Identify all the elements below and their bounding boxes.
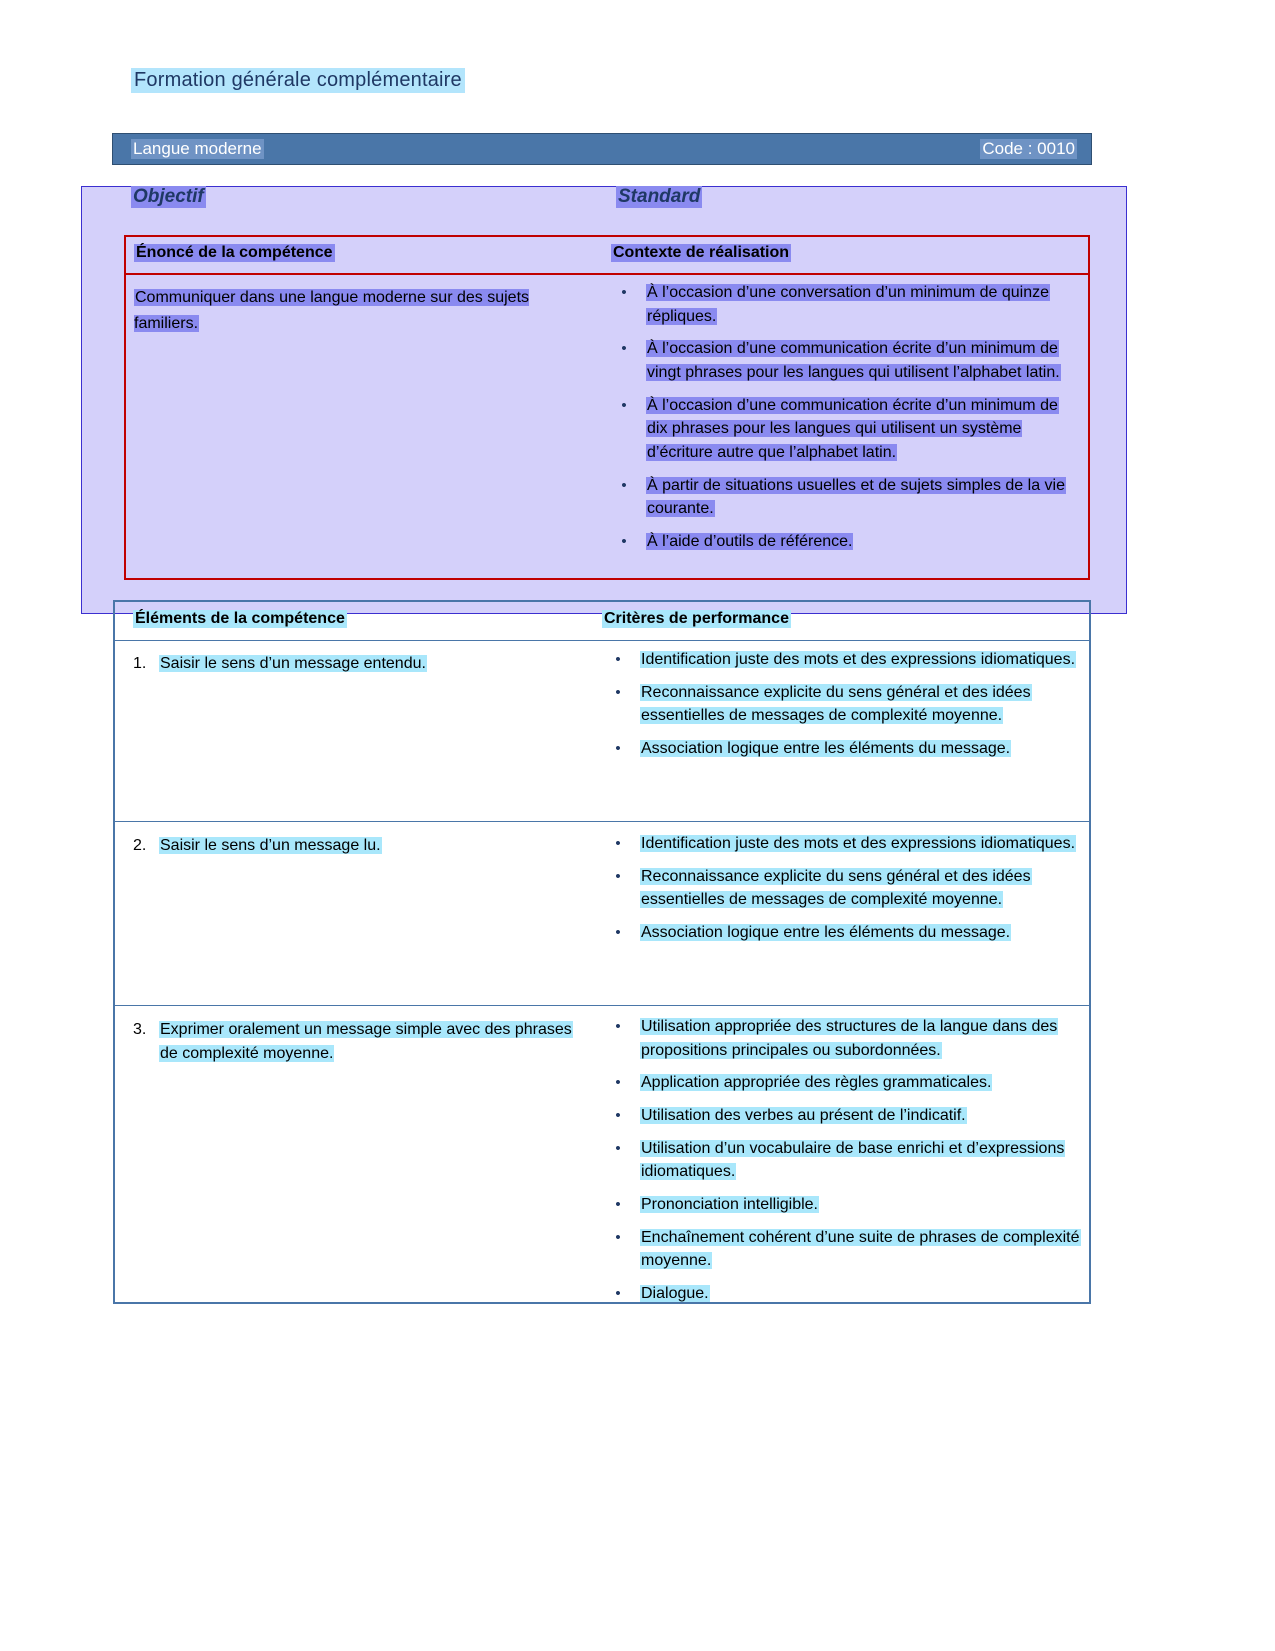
competence-statement-text <box>134 285 584 336</box>
element-value: Saisir le sens d’un message lu. <box>160 837 381 854</box>
table-row <box>133 652 583 676</box>
list-item <box>602 832 1082 856</box>
bullet-icon: • <box>615 1139 621 1157</box>
element-value: Exprimer oralement un message simple avec des phrases de complexité moyenne. <box>160 1021 572 1062</box>
bullet-icon: • <box>615 683 621 701</box>
table-row <box>133 834 583 858</box>
table-row-divider <box>115 821 1089 822</box>
bullet-icon: • <box>621 533 627 551</box>
context-item-text: À l’aide d’outils de référence. <box>647 533 853 551</box>
bullet-icon: • <box>615 1018 621 1035</box>
criteria-item-text: Utilisation d’un vocabulaire de base enrichi et d’expressions idiomatiques. <box>641 1139 1065 1181</box>
bullet-icon: • <box>621 340 627 358</box>
criteria-item-text: Utilisation des verbes au présent de l’indicatif. <box>641 1107 966 1125</box>
list-item <box>602 1137 1082 1184</box>
context-item-text: À l’occasion d’une communication écrite d’un minimum de dix phrases pour les langues qui utilisent un système d’écriture autre que l’alphabet latin. <box>647 396 1058 462</box>
table-row-divider <box>115 1005 1089 1006</box>
element-number: 1. <box>133 655 147 672</box>
objectif-label: Objectif <box>133 186 204 207</box>
list-item <box>608 281 1078 328</box>
criteria-item-text: Prononciation intelligible. <box>641 1196 818 1214</box>
criteria-list <box>602 832 1082 945</box>
bullet-icon: • <box>615 1285 621 1303</box>
table-header-divider <box>126 273 1088 275</box>
context-header: Contexte de réalisation <box>613 244 790 261</box>
table-header-divider <box>115 640 1089 641</box>
list-item <box>602 1193 1082 1217</box>
criteria-item-text: Dialogue. <box>641 1285 709 1303</box>
table-row <box>133 1018 583 1066</box>
criteria-list <box>602 648 1082 761</box>
bullet-icon: • <box>615 1196 621 1214</box>
competence-context-table <box>124 235 1090 580</box>
bullet-icon: • <box>615 651 621 668</box>
bullet-icon: • <box>615 740 621 758</box>
elements-header: Éléments de la compétence <box>135 610 345 627</box>
list-item <box>602 1226 1082 1273</box>
list-item <box>608 337 1078 384</box>
element-text <box>133 834 583 858</box>
element-text <box>133 1018 583 1066</box>
bullet-icon: • <box>615 1228 621 1246</box>
competence-statement-header: Énoncé de la compétence <box>136 244 333 261</box>
list-item <box>608 394 1078 465</box>
course-title-bar <box>112 133 1092 165</box>
list-item <box>602 865 1082 912</box>
list-item <box>602 1015 1082 1062</box>
criteria-item-text: Identification juste des mots et des expressions idiomatiques. <box>641 835 1076 852</box>
context-item-text: À l’occasion d’une communication écrite d’un minimum de vingt phrases pour les langues qui utilisent l’alphabet latin. <box>647 340 1060 382</box>
bullet-icon: • <box>615 835 621 852</box>
criteria-header: Critères de performance <box>604 610 789 627</box>
list-item <box>608 474 1078 521</box>
criteria-item-text: Application appropriée des règles grammaticales. <box>641 1074 992 1092</box>
bullet-icon: • <box>621 396 627 414</box>
criteria-list-container <box>602 648 1082 770</box>
bullet-icon: • <box>621 284 627 301</box>
criteria-item-text: Utilisation appropriée des structures de la langue dans des propositions principales ou subordonnées. <box>641 1018 1058 1059</box>
standard-label: Standard <box>618 186 701 207</box>
course-name: Langue moderne <box>133 139 262 158</box>
course-code: Code : 0010 <box>982 139 1075 158</box>
elements-criteria-table <box>113 600 1091 1304</box>
bullet-icon: • <box>615 867 621 885</box>
criteria-item-text: Reconnaissance explicite du sens général et des idées essentielles de messages de complexité moyenne. <box>641 683 1031 725</box>
context-item-text: À l’occasion d’une conversation d’un minimum de quinze répliques. <box>647 284 1049 325</box>
objectif-standard-header-row <box>131 186 1091 216</box>
page-header-title: Formation générale complémentaire <box>131 68 465 93</box>
context-item-text: À partir de situations usuelles et de sujets simples de la vie courante. <box>647 476 1065 518</box>
list-item <box>602 737 1082 761</box>
element-number: 2. <box>133 837 147 854</box>
criteria-item-text: Reconnaissance explicite du sens général et des idées essentielles de messages de complexité moyenne. <box>641 867 1031 909</box>
list-item <box>602 1282 1082 1306</box>
bullet-icon: • <box>621 476 627 494</box>
bullet-icon: • <box>615 924 621 942</box>
criteria-item-text: Enchaînement cohérent d’une suite de phrases de complexité moyenne. <box>641 1228 1080 1270</box>
criteria-list <box>602 1015 1082 1306</box>
list-item <box>602 1071 1082 1095</box>
criteria-item-text: Association logique entre les éléments du message. <box>641 740 1011 758</box>
list-item <box>602 1104 1082 1128</box>
criteria-list-container <box>602 1015 1082 1315</box>
element-number: 3. <box>133 1021 147 1038</box>
criteria-list-container <box>602 832 1082 954</box>
context-list-container <box>608 281 1078 563</box>
element-text <box>133 652 583 676</box>
criteria-item-text: Identification juste des mots et des expressions idiomatiques. <box>641 651 1076 668</box>
list-item <box>608 530 1078 554</box>
context-list <box>608 281 1078 554</box>
element-value: Saisir le sens d’un message entendu. <box>160 655 426 672</box>
bullet-icon: • <box>615 1074 621 1092</box>
list-item <box>602 921 1082 945</box>
list-item <box>602 681 1082 728</box>
competence-statement-value: Communiquer dans une langue moderne sur des sujets familiers. <box>134 289 530 332</box>
criteria-item-text: Association logique entre les éléments du message. <box>641 924 1011 942</box>
list-item <box>602 648 1082 672</box>
bullet-icon: • <box>615 1107 621 1125</box>
